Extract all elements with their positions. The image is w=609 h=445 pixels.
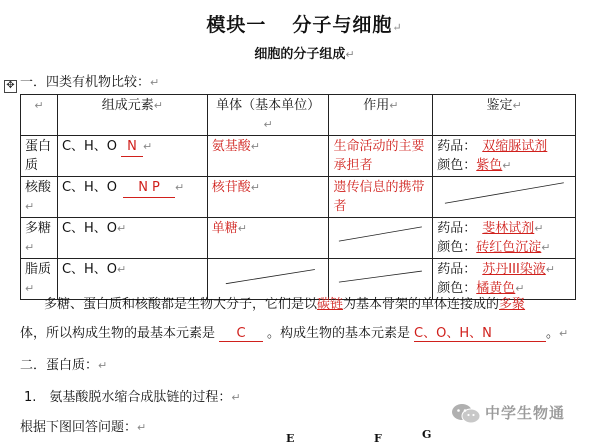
row-monomer: 核苷酸↵ [207, 177, 329, 218]
row-name: 蛋白质 [21, 136, 58, 177]
table-row [21, 177, 576, 218]
wechat-icon [451, 403, 481, 425]
row-identification: 药品： 苏丹III染液↵ 颜色：橘黄色↵ [433, 259, 576, 300]
row-elements: C、H、O N ↵ [57, 136, 207, 177]
header-cell-elements: 组成元素↵ [57, 95, 207, 136]
header-cell-empty: ↵ [21, 95, 58, 136]
header-cell-monomer: 单体（基本单位）↵ [207, 95, 329, 136]
row-monomer: 氨基酸↵ [207, 136, 329, 177]
row-identification: 药品： 斐林试剂↵ 颜色：砖红色沉淀↵ [433, 218, 576, 259]
figure-label: E [286, 432, 295, 445]
subtitle [0, 43, 609, 62]
title-topic: 分子与细胞 [292, 14, 393, 36]
row-function: 遗传信息的携带者 [329, 177, 433, 218]
row-name: 多糖↵ [21, 218, 58, 259]
table-move-handle-icon[interactable]: ✥ [4, 80, 17, 93]
row-name: 核酸↵ [21, 177, 58, 218]
empty-cell-slash [212, 260, 325, 290]
watermark-text: 中学生物通 [485, 404, 566, 422]
subtitle-text: 细胞的分子组成 [254, 47, 346, 62]
row-function-empty [329, 218, 433, 259]
comparison-table [20, 94, 576, 300]
empty-cell-slash [333, 219, 428, 249]
row-elements: C、H、O↵ [57, 259, 207, 300]
figure-label: G [422, 428, 432, 441]
row-monomer: 单糖↵ [207, 218, 329, 259]
figure-label: F [374, 432, 382, 445]
section1-heading: 一．四类有机物比较： [20, 75, 151, 90]
watermark [451, 402, 565, 425]
row-identification-empty [433, 177, 576, 218]
section-heading [20, 71, 159, 90]
list-item: 1. 氨基酸脱水缩合成肽链的过程：↵ [24, 390, 241, 405]
paragraph-mark: ↵ [345, 48, 355, 61]
row-elements: C、H、O N P ↵ [57, 177, 207, 218]
paragraph-mark: ↵ [392, 21, 403, 34]
empty-cell-slash [437, 178, 571, 208]
title-module: 模块一 [206, 14, 267, 36]
table-header-row [21, 95, 576, 136]
paragraph: 体，所以构成生物的最基本元素是 C 。构成生物的基本元素是 C、O、H、N 。↵ [20, 322, 568, 342]
paragraph-mark: ↵ [150, 76, 160, 89]
empty-cell-slash [333, 260, 428, 290]
page-title [0, 10, 609, 37]
paragraph: 多糖、蛋白质和核酸都是生物大分子，它们是以碳链为基本骨架的单体连接成的多聚 [44, 297, 526, 312]
row-identification: 药品： 双缩脲试剂 颜色：紫色↵ [433, 136, 576, 177]
table-row [21, 218, 576, 259]
row-elements: C、H、O↵ [57, 218, 207, 259]
section2-heading: 二．蛋白质： [20, 358, 99, 373]
question-prompt: 根据下图回答问题：↵ [20, 420, 147, 435]
row-name: 脂质↵ [21, 259, 58, 300]
row-function: 生命活动的主要承担者 [329, 136, 433, 177]
header-cell-function: 作用↵ [329, 95, 433, 136]
header-cell-identification: 鉴定↵ [433, 95, 576, 136]
section-heading: 二．蛋白质：↵ [20, 358, 108, 373]
table-row [21, 136, 576, 177]
